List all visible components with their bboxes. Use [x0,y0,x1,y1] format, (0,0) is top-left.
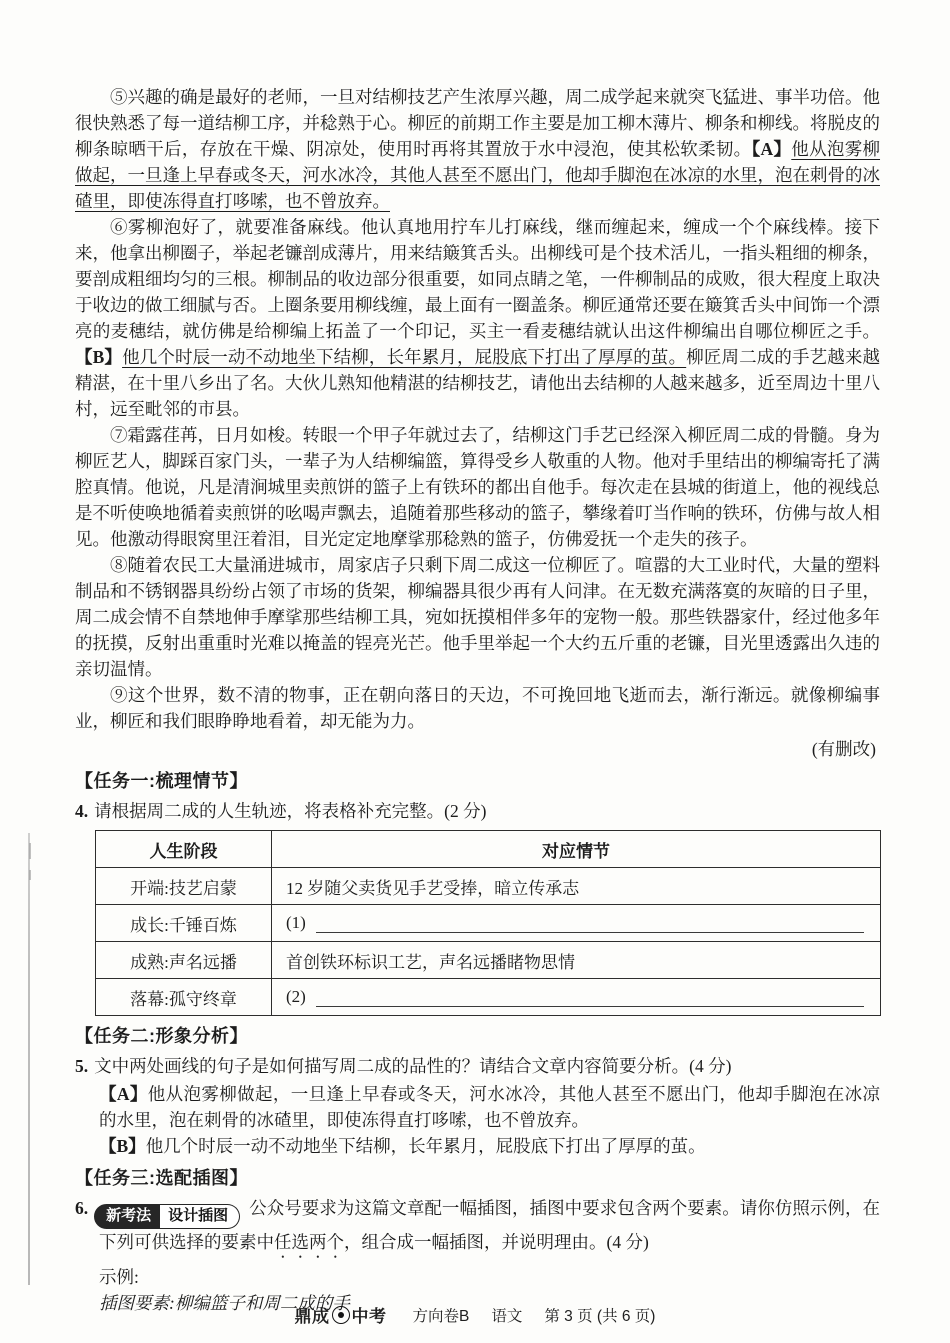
question-6-example-label: 示例: [99,1266,139,1287]
blank-prefix: (1) [286,913,306,932]
passage-paragraph: ⑤兴趣的确是最好的老师，一旦对结柳技艺产生浓厚兴趣，周二成学起来就突飞猛进、事半功倍。他很快熟悉了每一道结柳工序，并稔熟于心。柳匠的前期工作主要是加工柳木薄片、柳条和柳线。将脱皮的柳条晾晒干后，存放在干燥、阴凉处，使用时再将其置放于水中浸泡，使其松软柔韧。【A】他从泡雾柳做起，一旦逢上早春或冬天，河水冰冷，其他人甚至不愿出门，他却手脚泡在冰凉的水里，泡在刺骨的冰碴里，即使冻得直打哆嗦，也不曾放弃。 [75,87,881,211]
quote-b-text: 他几个时辰一动不动地坐下结柳，长年累月，屁股底下打出了厚厚的茧。 [145,1136,706,1156]
question-type-badge [94,1204,240,1229]
scan-dash-artifact [29,870,31,880]
task3-heading: 【任务三:选配插图】 [75,1168,248,1188]
blank-prefix: (2) [286,987,306,1006]
passage-paragraph: ⑧随着农民工大量涌进城市，周家店子只剩下周二成这一位柳匠了。喧嚣的大工业时代，大量的塑料制品和不锈钢器具纷纷占领了市场的货架，柳编器具很少再有人问津。在无数充满落寞的灰暗的日子里，周二成会情不自禁地伸手摩挲那些结柳工具，宛如抚摸相伴多年的宠物一般。那些铁器家什，经过他多年的抚摸，反射出重重时光难以掩盖的锃亮光芒。他手里举起一个大约五斤重的老镰，目光里透露出久违的亲切温情。 [75,555,880,679]
passage-paragraph: ⑦霜露荏苒，日月如梭。转眼一个甲子年就过去了，结柳这门手艺已经深入柳匠周二成的骨髓。身为柳匠艺人，脚踩百家门头，一辈子为人结柳编篮，算得受乡人敬重的人物。他对手里结出的柳编寄托了满腔真情。他说，凡是清涧城里卖煎饼的篮子上有铁环的都出自他手。每次走在县城的街道上，他的视线总是不听使唤地循着卖煎饼的吆喝声飘去，追随着那些移动的篮子，攀缘着叮当作响的铁环，仿佛与故人相见。他激动得眼窝里汪着泪，目光定定地摩挲那稔熟的篮子，仿佛爱抚一个走失的孩子。 [75,425,880,549]
plot-cell [272,905,881,942]
question-5-number: 5. [75,1056,89,1076]
table-header-plot: 对应情节 [272,831,881,868]
question-6-text-after: ，组合成一幅插图，并说明理由。(4 分) [344,1231,649,1252]
plot-cell: 首创铁环标识工艺，声名远播睹物思情 [272,942,881,979]
stage-cell: 落幕:孤守终章 [96,979,272,1016]
question-5-quote-b [75,1133,880,1159]
reading-passage [75,84,880,734]
design-illustration-badge: 设计插图 [160,1204,240,1229]
quote-a-marker: 【A】 [99,1084,148,1104]
stage-cell: 开端:技艺启蒙 [96,868,272,905]
quote-b-marker: 【B】 [99,1136,146,1156]
question-6-emphasized-phrase: 任选两个 [274,1231,344,1252]
answer-blank-line [316,987,864,1007]
question-6-example-text: 插图要素:柳编篮子和周二成的手 [99,1292,350,1313]
question-4 [75,798,880,824]
task2-heading: 【任务二:形象分析】 [75,1026,248,1046]
scan-dash-artifact [29,843,31,859]
new-method-badge: 新考法 [94,1204,160,1229]
table-row [96,942,881,979]
footer-volume: 方向卷B [412,1307,470,1325]
question-5-text: 文中两处画线的句子是如何描写周二成的品性的？请结合文章内容简要分析。(4 分) [94,1056,732,1076]
question-6-text-before: 公众号要求为这篇文章配一幅插图，插图中要求包含两个要素。请你仿照示例，在下列可供选择的要素中 [99,1198,880,1252]
brand-name-left: 鼎成 [294,1307,330,1326]
target-logo-icon [332,1306,350,1324]
task1-heading: 【任务一:梳理情节】 [75,771,248,791]
table-header-stage: 人生阶段 [96,831,272,868]
table-row [96,979,881,1016]
table-row [96,868,881,905]
question-4-number: 4. [75,801,89,821]
passage-attribution: (有删改) [811,739,876,759]
page-footer [0,1302,950,1327]
footer-subject: 语文 [491,1307,523,1325]
question-4-text: 请根据周二成的人生轨迹，将表格补充完整。(2 分) [94,801,487,821]
answer-blank-line [316,913,864,933]
table-header-row [96,831,881,868]
footer-page-info: 第 3 页 (共 6 页) [544,1307,656,1325]
brand-name-right: 中考 [351,1307,387,1326]
table-row [96,905,881,942]
quote-a-text: 他从泡雾柳做起，一旦逢上早春或冬天，河水冰冷，其他人甚至不愿出门，他却手脚泡在冰凉的水里，泡在刺骨的冰碴里，即使冻得直打哆嗦，也不曾放弃。 [99,1084,880,1130]
stage-cell: 成长:千锤百炼 [96,905,272,942]
plot-cell: 12 岁随父卖货见手艺受捧，暗立传承志 [272,868,881,905]
plot-cell [272,979,881,1016]
life-stages-table [95,830,881,1016]
question-6 [75,1195,880,1262]
scan-binding-artifact [28,833,30,1285]
question-5 [75,1053,880,1079]
question-5-quote-a [75,1081,880,1133]
question-6-number: 6. [75,1198,89,1218]
passage-paragraph: ⑨这个世界，数不清的物事，正在朝向落日的天边，不可挽回地飞逝而去，渐行渐远。就像柳编事业，柳匠和我们眼睁睁地看着，却无能为力。 [75,685,880,731]
passage-paragraph: ⑥雾柳泡好了，就要准备麻线。他认真地用拧车儿打麻线，继而缠起来，缠成一个个麻线棒。接下来，他拿出柳圈子，举起老镰剖成薄片，用来结簸箕舌头。出柳线可是个技术活儿，一指头粗细的柳条，要剖成粗细均匀的三根。柳制品的收边部分很重要，如同点睛之笔，一件柳制品的成败，很大程度上取决于收边的做工细腻与否。上圈条要用柳线缠，最上面有一圈盖条。柳匠通常还要在簸箕舌头中间饰一个漂亮的麦穗结，就仿佛是给柳编上拓盖了一个印记，买主一看麦穗结就认出这件柳编出自哪位柳匠之手。【B】他几个时辰一动不动地坐下结柳，长年累月，屁股底下打出了厚厚的茧。柳匠周二成的手艺越来越精湛，在十里八乡出了名。大伙儿熟知他精湛的结柳技艺，请他出去结柳的人越来越多，近至周边十里八村，远至毗邻的市县。 [75,217,880,419]
stage-cell: 成熟:声名远播 [96,942,272,979]
